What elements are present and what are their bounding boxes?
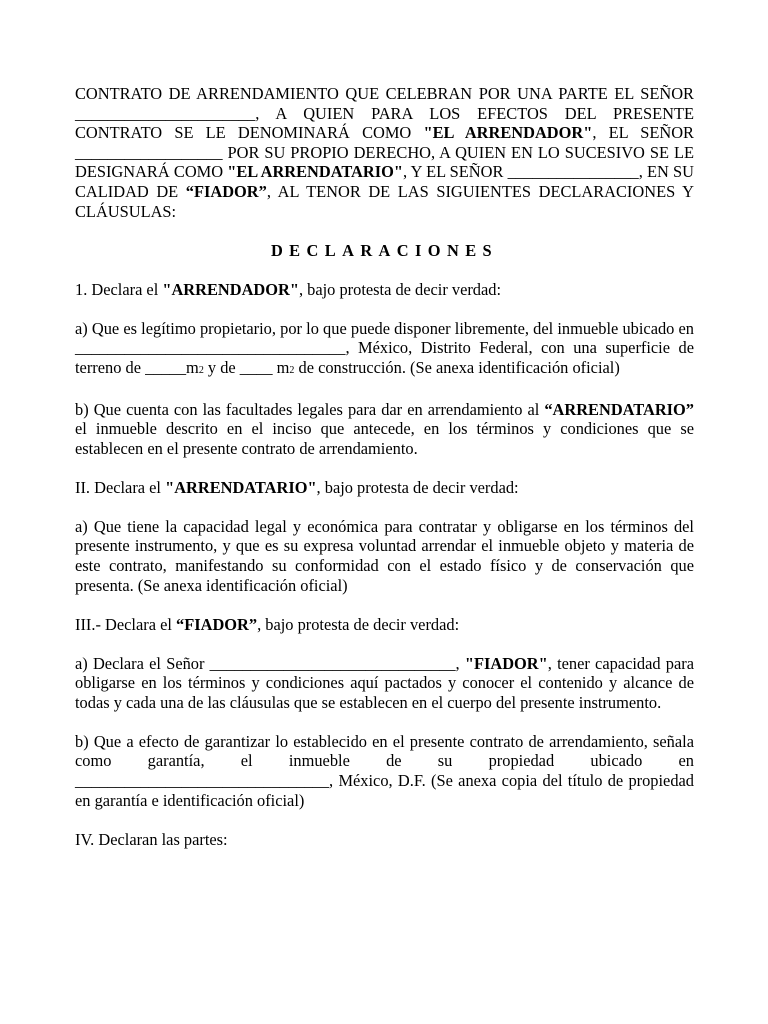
arrendatario-term: “ARRENDATARIO”	[544, 399, 694, 419]
superscript: 2	[198, 364, 204, 376]
fiador-term: “FIADOR”	[185, 181, 267, 201]
declaration-1-title: 1. Declara el "ARRENDADOR", bajo protesta de decir verdad:	[75, 279, 502, 299]
document-page	[75, 84, 694, 869]
declaration-1b: b) Que cuenta con las facultades legales para dar en arrendamiento al “ARRENDATARIO” el inmueble descrito en el inciso que antecede, en los términos y condiciones que se establecen en el presente contrato de arrendamiento.	[75, 399, 694, 458]
arrendatario-term: "ARRENDATARIO"	[165, 477, 317, 497]
intro-text: CONTRATO DE ARRENDAMIENTO QUE CELEBRAN POR UNA PARTE EL SEÑOR ______________________, A QUIEN PARA LOS EFECTOS DEL PRESENTE CONTRATO SE LE DENOMINARÁ COMO	[75, 84, 694, 143]
fiador-term: "FIADOR"	[464, 653, 548, 673]
arrendador-term: "EL ARRENDADOR"	[423, 123, 593, 143]
superscript: 2	[289, 364, 295, 376]
declaration-3b: b) Que a efecto de garantizar lo establecido en el presente contrato de arrendamiento, señala como garantía, el inmueble de su propiedad ubicado en _______________________________, México, D.F. (Se anexa copia del título de propiedad en garantía e identificación oficial)	[75, 731, 694, 810]
declaration-3a: a) Declara el Señor ______________________________, "FIADOR", tener capacidad para obligarse en los términos y condiciones aquí pactados y conocer el contenido y alcance de todas y cada una de las cláusulas que se establecen en el cuerpo del presente instrumento.	[75, 653, 694, 712]
declaration-2a: a) Que tiene la capacidad legal y económica para contratar y obligarse en los términos del presente instrumento, y que es su expresa voluntad arrendar el inmueble objeto y materia de este contrato, manifestando su conformidad con el estado físico y de conservación que presenta. (Se anexa identificación oficial)	[75, 516, 694, 595]
contract-intro	[75, 84, 694, 221]
fiador-term: “FIADOR”	[176, 614, 258, 634]
declaration-1a: a) Que es legítimo propietario, por lo que puede disponer libremente, del inmueble ubicado en _________________________________, México, Distrito Federal, con una superficie de terreno de _____m2 y de ____ m2 de construcción. (Se anexa identificación oficial)	[75, 318, 694, 377]
arrendador-term: "ARRENDADOR"	[162, 279, 299, 299]
intro-text: , EL SEÑOR __________________ POR SU PROPIO DERECHO, A QUIEN EN LO SUCESIVO SE LE DESIGNARÁ COMO	[75, 123, 694, 182]
declaration-3-title: III.- Declara el “FIADOR”, bajo protesta de decir verdad:	[75, 614, 460, 634]
arrendatario-term: "EL ARRENDATARIO"	[227, 162, 403, 182]
section-heading: DECLARACIONES	[270, 240, 499, 260]
intro-text: , Y EL SEÑOR ________________, EN SU CALIDAD DE	[75, 162, 694, 201]
intro-text: , AL TENOR DE LAS SIGUIENTES DECLARACIONES Y CLÁUSULAS:	[75, 181, 695, 221]
declaration-2-title: II. Declara el "ARRENDATARIO", bajo protesta de decir verdad:	[75, 477, 519, 497]
declaration-4-title: IV. Declaran las partes:	[75, 829, 228, 849]
